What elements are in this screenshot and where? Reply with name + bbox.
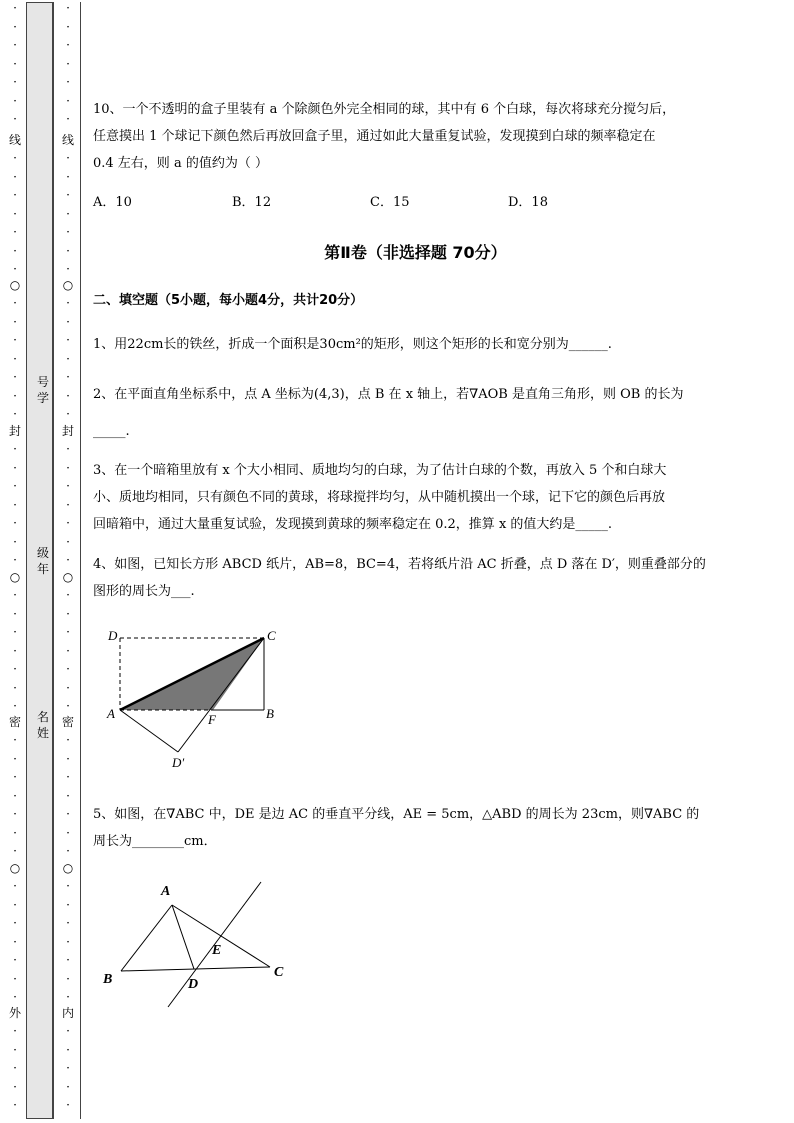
binding-dot: · — [13, 296, 17, 310]
binding-dot: · — [66, 38, 70, 52]
binding-dot: · — [13, 1079, 17, 1094]
binding-dot: · — [13, 879, 17, 893]
binding-mark-outer: ○ — [9, 861, 21, 875]
binding-dot: · — [66, 460, 70, 475]
binding-dot: · — [13, 1098, 17, 1112]
binding-dot: · — [66, 262, 70, 276]
binding-dot: · — [66, 75, 70, 89]
binding-mark-outer: 封 — [8, 424, 21, 438]
question-4 — [93, 551, 743, 605]
binding-dot: · — [66, 1, 70, 15]
edge-ab — [121, 905, 172, 971]
binding-dot: · — [66, 388, 70, 403]
binding-dot: · — [13, 497, 17, 512]
label-f: F — [208, 712, 216, 727]
binding-dot: · — [66, 442, 70, 456]
q1-line1: 1、用22cm长的铁丝，折成一个面积是30cm²的矩形，则这个矩形的长和宽分别为______. — [93, 337, 612, 352]
binding-dot: · — [13, 788, 17, 803]
binding-dot: · — [13, 38, 17, 52]
binding-dot: · — [13, 1, 17, 15]
binding-dot: · — [13, 460, 17, 475]
question-2 — [93, 381, 743, 445]
label-a: A — [107, 706, 115, 721]
question-1 — [93, 331, 743, 358]
binding-dot: · — [66, 206, 70, 221]
binding-dot: · — [66, 953, 70, 967]
binding-dot: · — [13, 534, 17, 549]
option-b: B．12 — [232, 195, 272, 210]
binding-dot: · — [66, 56, 70, 71]
binding-mark-inner: 内 — [61, 1006, 74, 1020]
binding-dot: · — [13, 243, 17, 258]
binding-dot: · — [13, 990, 17, 1004]
binding-dot: · — [66, 625, 70, 639]
q2-line2: _____. — [93, 424, 130, 439]
binding-dot: · — [13, 934, 17, 949]
binding-dot: · — [66, 1061, 70, 1075]
binding-dot: · — [13, 206, 17, 221]
label-d: D — [108, 628, 118, 643]
binding-dot: · — [13, 1024, 17, 1038]
binding-dot: · — [13, 93, 17, 108]
label-name: 名姓 — [36, 710, 49, 740]
binding-dot: · — [66, 243, 70, 258]
binding-dot: · — [66, 971, 70, 986]
binding-dot: · — [66, 151, 70, 165]
binding-margin — [0, 0, 82, 1123]
binding-dot: · — [13, 333, 17, 347]
binding-dot: · — [66, 934, 70, 949]
binding-dot: · — [66, 370, 70, 384]
binding-dot: · — [13, 442, 17, 456]
binding-mark-outer: 密 — [8, 715, 21, 729]
label-d: D — [188, 977, 199, 992]
binding-dot: · — [66, 807, 70, 821]
q3-line1: 3、在一个暗箱里放有 x 个大小相同、质地均匀的白球，为了估计白球的个数，再放入 5 个和白球大 — [93, 463, 667, 478]
label-b: B — [103, 972, 113, 987]
binding-dot: · — [13, 662, 17, 676]
binding-dot: · — [13, 19, 17, 34]
q5-line1: 5、如图，在∇ABC 中，DE 是边 AC 的垂直平分线，AE = 5cm，△ABD 的周长为 23cm，则∇ABC 的 — [93, 807, 700, 822]
binding-dot: · — [13, 916, 17, 930]
binding-dot: · — [13, 75, 17, 89]
q5-figure — [98, 875, 298, 1015]
binding-dot: · — [66, 479, 70, 493]
label-e: E — [212, 943, 222, 958]
label-a: A — [161, 884, 171, 899]
binding-dot: · — [66, 314, 70, 329]
question-10 — [93, 96, 743, 177]
label-grade: 级年 — [36, 546, 49, 576]
binding-dot: · — [13, 516, 17, 530]
binding-dot: · — [13, 225, 17, 239]
binding-dot: · — [66, 19, 70, 34]
binding-dot: · — [66, 553, 70, 567]
binding-dot: · — [66, 699, 70, 713]
binding-dot: · — [13, 680, 17, 695]
binding-rule-right — [80, 2, 81, 1119]
binding-mark-inner: ○ — [62, 861, 74, 875]
binding-mark-inner: 线 — [61, 133, 74, 147]
binding-mark-inner: 封 — [61, 424, 74, 438]
binding-dot: · — [66, 188, 70, 202]
binding-dot: · — [66, 1042, 70, 1057]
binding-dot: · — [13, 1061, 17, 1075]
question-3 — [93, 457, 743, 538]
binding-dot: · — [66, 169, 70, 184]
binding-dot: · — [66, 588, 70, 602]
binding-dot: · — [13, 844, 17, 858]
binding-mark-outer: ○ — [9, 278, 21, 292]
q10-line2: 任意摸出 1 个球记下颜色然后再放回盒子里，通过如此大量重复试验，发现摸到白球的频率稳定在 — [93, 129, 656, 144]
binding-dot: · — [66, 1079, 70, 1094]
binding-dot: · — [13, 625, 17, 639]
section-title: 第Ⅱ卷（非选择题 70分） — [324, 243, 507, 262]
binding-dot: · — [66, 643, 70, 658]
segment-ad — [172, 905, 194, 969]
binding-dot: · — [66, 497, 70, 512]
binding-dot: · — [13, 479, 17, 493]
label-student-id: 号学 — [36, 375, 49, 405]
binding-dot: · — [66, 680, 70, 695]
option-a: A．10 — [93, 195, 132, 210]
binding-dot: · — [66, 733, 70, 747]
binding-dot: · — [66, 897, 70, 912]
binding-dot: · — [13, 169, 17, 184]
question-5 — [93, 801, 743, 855]
option-c: C．15 — [370, 195, 410, 210]
option-d: D．18 — [508, 195, 548, 210]
binding-dot: · — [13, 262, 17, 276]
binding-dot: · — [66, 990, 70, 1004]
binding-dot: · — [13, 751, 17, 766]
binding-dot: · — [66, 844, 70, 858]
binding-dot: · — [13, 643, 17, 658]
binding-dot: · — [13, 351, 17, 366]
binding-dot: · — [13, 1042, 17, 1057]
binding-mark-inner: 密 — [61, 715, 74, 729]
binding-dot: · — [66, 606, 70, 621]
label-c: C — [274, 965, 284, 980]
q2-line1: 2、在平面直角坐标系中，点 A 坐标为(4,3)，点 B 在 x 轴上，若∇AOB 是直角三角形，则 OB 的长为 — [93, 387, 684, 402]
binding-dot: · — [66, 1098, 70, 1112]
binding-mark-outer: 外 — [8, 1006, 21, 1020]
binding-dot: · — [13, 606, 17, 621]
binding-dot: · — [13, 388, 17, 403]
binding-dot: · — [13, 314, 17, 329]
q3-line2: 小、质地均相同，只有颜色不同的黄球，将球搅拌均匀，从中随机摸出一个球，记下它的颜色后再放 — [93, 490, 666, 505]
label-c: C — [267, 628, 276, 643]
binding-dot: · — [13, 553, 17, 567]
binding-dot: · — [66, 225, 70, 239]
label-d-prime: D′ — [172, 755, 185, 770]
binding-dot: · — [13, 953, 17, 967]
q4-line2: 图形的周长为___. — [93, 584, 195, 599]
binding-mark-outer: ○ — [9, 570, 21, 584]
binding-dot: · — [66, 770, 70, 784]
q3-line3: 回暗箱中，通过大量重复试验，发现摸到黄球的频率稳定在 0.2，推算 x 的值大约是_____. — [93, 517, 613, 532]
binding-dot: · — [66, 333, 70, 347]
binding-dot: · — [66, 516, 70, 530]
label-b: B — [266, 706, 274, 721]
binding-dot: · — [13, 807, 17, 821]
binding-dot: · — [66, 534, 70, 549]
binding-dot: · — [66, 407, 70, 421]
binding-dot: · — [66, 296, 70, 310]
binding-dot: · — [13, 56, 17, 71]
q4-line1: 4、如图，已知长方形 ABCD 纸片，AB=8，BC=4，若将纸片沿 AC 折叠，点 D 落在 D′，则重叠部分的 — [93, 557, 706, 572]
binding-dot: · — [66, 788, 70, 803]
q4-figure — [100, 620, 290, 775]
binding-dot: · — [66, 916, 70, 930]
binding-dot: · — [13, 733, 17, 747]
binding-dot: · — [13, 151, 17, 165]
edge-ad-prime — [120, 710, 178, 752]
binding-dot: · — [66, 825, 70, 840]
binding-dot: · — [13, 699, 17, 713]
binding-dot: · — [66, 1024, 70, 1038]
binding-dot: · — [13, 112, 17, 126]
binding-dot: · — [66, 662, 70, 676]
binding-dot: · — [13, 897, 17, 912]
binding-mark-outer: 线 — [8, 133, 21, 147]
q5-line2: 周长为________cm． — [93, 834, 217, 849]
binding-mark-inner: ○ — [62, 278, 74, 292]
binding-mark-inner: ○ — [62, 570, 74, 584]
binding-dot: · — [13, 407, 17, 421]
part-title: 二、填空题（5小题，每小题4分，共计20分） — [93, 293, 364, 308]
q10-line1: 10、一个不透明的盒子里装有 a 个除颜色外完全相同的球，其中有 6 个白球，每次将球充分搅匀后， — [93, 102, 676, 117]
binding-dot: · — [66, 879, 70, 893]
binding-dot: · — [13, 825, 17, 840]
binding-dot: · — [66, 351, 70, 366]
q10-line3: 0.4 左右，则 a 的值约为（ ） — [93, 156, 268, 171]
binding-dot: · — [13, 770, 17, 784]
binding-dot: · — [13, 188, 17, 202]
binding-dot: · — [66, 93, 70, 108]
q10-options — [93, 191, 743, 215]
binding-rule-left — [53, 2, 54, 1119]
binding-dot: · — [66, 112, 70, 126]
binding-dot: · — [66, 751, 70, 766]
binding-dot: · — [13, 588, 17, 602]
binding-dot: · — [13, 370, 17, 384]
binding-dot: · — [13, 971, 17, 986]
